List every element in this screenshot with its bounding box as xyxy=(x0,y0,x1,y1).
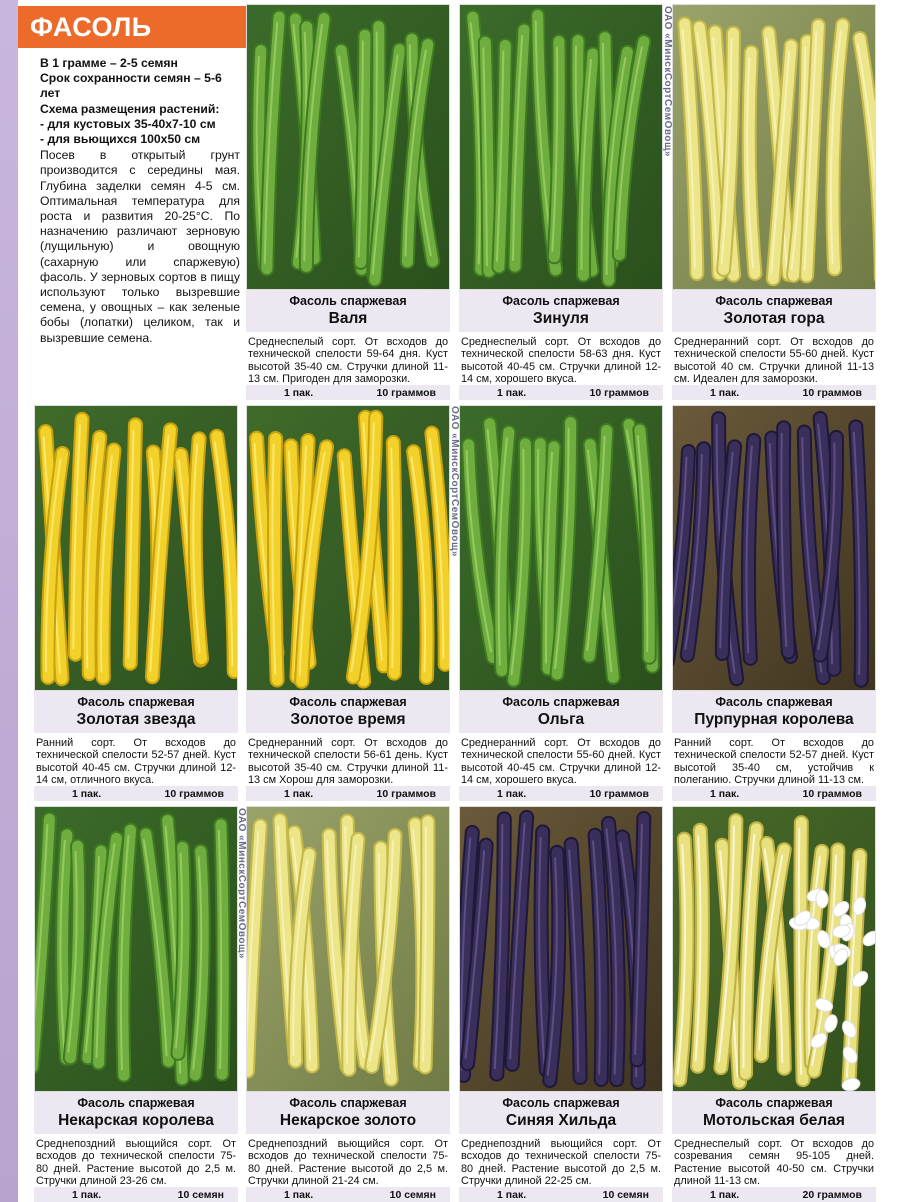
product-name-box xyxy=(672,1092,876,1134)
product-description: Среднеранний сорт. От всходов до технической спелости 55-60 дней. Куст высотой 40 см. Стручки длиной 11-13 см. Идеален для заморозки. xyxy=(674,336,874,385)
product-pack-qty: 1 пак. xyxy=(710,386,740,399)
product-pack-qty: 1 пак. xyxy=(284,787,314,800)
product-description: Среднеспелый сорт. От всходов до технической спелости 59-64 дня. Куст высотой 35-40 см. Стручки длиной 11-13 см. Пригоден для заморозки. xyxy=(248,336,448,385)
product-variety: Золотое время xyxy=(290,711,406,728)
product-description: Среднеспелый сорт. От всходов до созревания семян 95-105 дней. Растение высотой 40-50 см. Стручки длиной 11-13 см. xyxy=(674,1138,874,1187)
product-description: Среднепоздний вьющийся сорт. От всходов до технической спелости 75-80 дней. Растение высотой до 2,5 м. Стручки длиной 22-25 см. xyxy=(461,1138,661,1187)
product-type: Фасоль спаржевая xyxy=(715,294,833,308)
product-photo xyxy=(459,405,663,691)
product-photo xyxy=(672,4,876,290)
product-pack-qty: 1 пак. xyxy=(72,1188,102,1201)
product-card xyxy=(459,4,663,400)
product-type: Фасоль спаржевая xyxy=(502,294,620,308)
product-description: Среднеспелый сорт. От всходов до технической спелости 58-63 дня. Куст высотой 40-45 см. Стручки длиной 12-14 см, хорошего вкуса. xyxy=(461,336,661,385)
product-description: Ранний сорт. От всходов до технической спелости 52-57 дней. Куст высотой 40-45 см. Стручки длиной 12-14 см, отличного вкуса. xyxy=(36,737,236,786)
watermark-3: ОАО «МинскСортСемОвощ» xyxy=(236,808,247,959)
product-description: Ранний сорт. От всходов до технической спелости 52-57 дней. Куст высотой 35-40 см, устойчив к полеганию. Стручки длиной 11-13 см. xyxy=(674,737,874,786)
info-description: Посев в открытый грунт производится с середины мая. Глубина заделки семян 4-5 см. Оптимальная температура для роста и развития 20-25°С. По назначению различают зерновую (лущильную) и овощную (сахарную или спаржевую) фасоль. У зерновых сортов в пищу используют только вызревшие семена, у овощных – как зеленые бобы (лопатки) целиком, так и вызревшие семена. xyxy=(40,148,240,345)
product-pack-amount: 10 семян xyxy=(177,1188,224,1201)
product-card xyxy=(459,405,663,801)
product-type: Фасоль спаржевая xyxy=(715,1096,833,1110)
product-card xyxy=(246,405,450,801)
product-variety: Золотая звезда xyxy=(76,711,196,728)
product-name-box xyxy=(459,691,663,733)
product-pack-row xyxy=(672,385,876,400)
product-card xyxy=(34,405,238,801)
product-variety: Зинуля xyxy=(533,310,589,327)
product-pack-row xyxy=(246,1187,450,1202)
product-pack-qty: 1 пак. xyxy=(497,386,527,399)
product-pack-row xyxy=(246,786,450,801)
product-pack-qty: 1 пак. xyxy=(710,1188,740,1201)
info-bush-spacing: - для кустовых 35-40х7-10 см xyxy=(40,116,216,131)
product-name-box xyxy=(459,290,663,332)
product-card xyxy=(672,806,876,1202)
product-pack-qty: 1 пак. xyxy=(497,1188,527,1201)
product-type: Фасоль спаржевая xyxy=(502,695,620,709)
product-photo xyxy=(246,4,450,290)
side-decorative-strip xyxy=(0,0,18,1202)
product-photo xyxy=(246,405,450,691)
product-name-box xyxy=(34,691,238,733)
product-card xyxy=(246,4,450,400)
product-pack-qty: 1 пак. xyxy=(284,386,314,399)
product-pack-amount: 20 граммов xyxy=(802,1188,862,1201)
product-pack-row xyxy=(459,786,663,801)
product-card xyxy=(672,4,876,400)
product-photo xyxy=(459,4,663,290)
product-photo xyxy=(672,806,876,1092)
info-seeds-per-gram: В 1 грамме – 2-5 семян xyxy=(40,56,178,70)
product-variety: Пурпурная королева xyxy=(694,711,854,728)
product-name-box xyxy=(246,1092,450,1134)
product-type: Фасоль спаржевая xyxy=(289,695,407,709)
product-pack-qty: 1 пак. xyxy=(284,1188,314,1201)
product-photo xyxy=(672,405,876,691)
product-type: Фасоль спаржевая xyxy=(715,695,833,709)
section-title: ФАСОЛЬ xyxy=(30,11,152,42)
product-photo xyxy=(459,806,663,1092)
product-type: Фасоль спаржевая xyxy=(77,695,195,709)
product-photo xyxy=(246,806,450,1092)
product-name-box xyxy=(672,691,876,733)
product-pack-row xyxy=(459,1187,663,1202)
product-variety: Ольга xyxy=(537,711,585,728)
product-variety: Мотольская белая xyxy=(703,1112,845,1129)
product-name-box xyxy=(246,290,450,332)
product-description: Среднепоздний вьющийся сорт. От всходов до технической спелости 75-80 дней. Растение высотой до 2,5 м. Стручки длиной 23-26 см. xyxy=(36,1138,236,1187)
product-photo xyxy=(34,405,238,691)
product-type: Фасоль спаржевая xyxy=(502,1096,620,1110)
product-variety: Валя xyxy=(328,310,368,327)
product-pack-row xyxy=(672,1187,876,1202)
product-description: Среднеранний сорт. От всходов до технической спелости 55-60 дней. Куст высотой 40-45 см. Стручки длиной 12-14 см, хорошего вкуса. xyxy=(461,737,661,786)
product-pack-amount: 10 граммов xyxy=(802,787,862,800)
info-climbing-spacing: - для вьющихся 100х50 см xyxy=(40,132,201,147)
product-variety: Некарское золото xyxy=(279,1112,417,1129)
product-name-box xyxy=(34,1092,238,1134)
watermark-2: ОАО «МинскСортСемОвощ» xyxy=(449,406,460,557)
product-pack-row xyxy=(34,1187,238,1202)
product-pack-amount: 10 граммов xyxy=(376,787,436,800)
product-name-box xyxy=(246,691,450,733)
product-card xyxy=(34,806,238,1202)
product-pack-row xyxy=(672,786,876,801)
product-type: Фасоль спаржевая xyxy=(289,1096,407,1110)
product-pack-row xyxy=(34,786,238,801)
product-pack-amount: 10 граммов xyxy=(589,386,649,399)
product-name-box xyxy=(672,290,876,332)
product-description: Среднеранний сорт. От всходов до технической спелости 56-61 день. Куст высотой 35-40 см. Стручки длиной 11-13 см Хорош для заморозки. xyxy=(248,737,448,786)
product-pack-amount: 10 семян xyxy=(389,1188,436,1201)
info-planting-scheme: Схема размещения растений: xyxy=(40,101,220,116)
info-shelf-life: Срок сохранности семян – 5-6 лет xyxy=(40,71,222,101)
product-type: Фасоль спаржевая xyxy=(77,1096,195,1110)
product-card xyxy=(246,806,450,1202)
info-block xyxy=(40,56,240,346)
product-photo xyxy=(34,806,238,1092)
product-pack-amount: 10 граммов xyxy=(376,386,436,399)
product-variety: Золотая гора xyxy=(723,310,825,327)
product-pack-amount: 10 семян xyxy=(602,1188,649,1201)
product-name-box xyxy=(459,1092,663,1134)
product-pack-row xyxy=(459,385,663,400)
product-variety: Синяя Хильда xyxy=(505,1112,617,1129)
product-pack-row xyxy=(246,385,450,400)
watermark-1: ОАО «МинскСортСемОвощ» xyxy=(662,6,673,157)
product-variety: Некарская королева xyxy=(58,1112,214,1129)
product-pack-qty: 1 пак. xyxy=(497,787,527,800)
product-card xyxy=(672,405,876,801)
product-pack-qty: 1 пак. xyxy=(72,787,102,800)
product-type: Фасоль спаржевая xyxy=(289,294,407,308)
product-description: Среднепоздний вьющийся сорт. От всходов до технической спелости 75-80 дней. Растение высотой до 2,5 м. Стручки длиной 21-24 см. xyxy=(248,1138,448,1187)
product-pack-amount: 10 граммов xyxy=(589,787,649,800)
product-card xyxy=(459,806,663,1202)
product-pack-amount: 10 граммов xyxy=(164,787,224,800)
product-pack-amount: 10 граммов xyxy=(802,386,862,399)
product-pack-qty: 1 пак. xyxy=(710,787,740,800)
